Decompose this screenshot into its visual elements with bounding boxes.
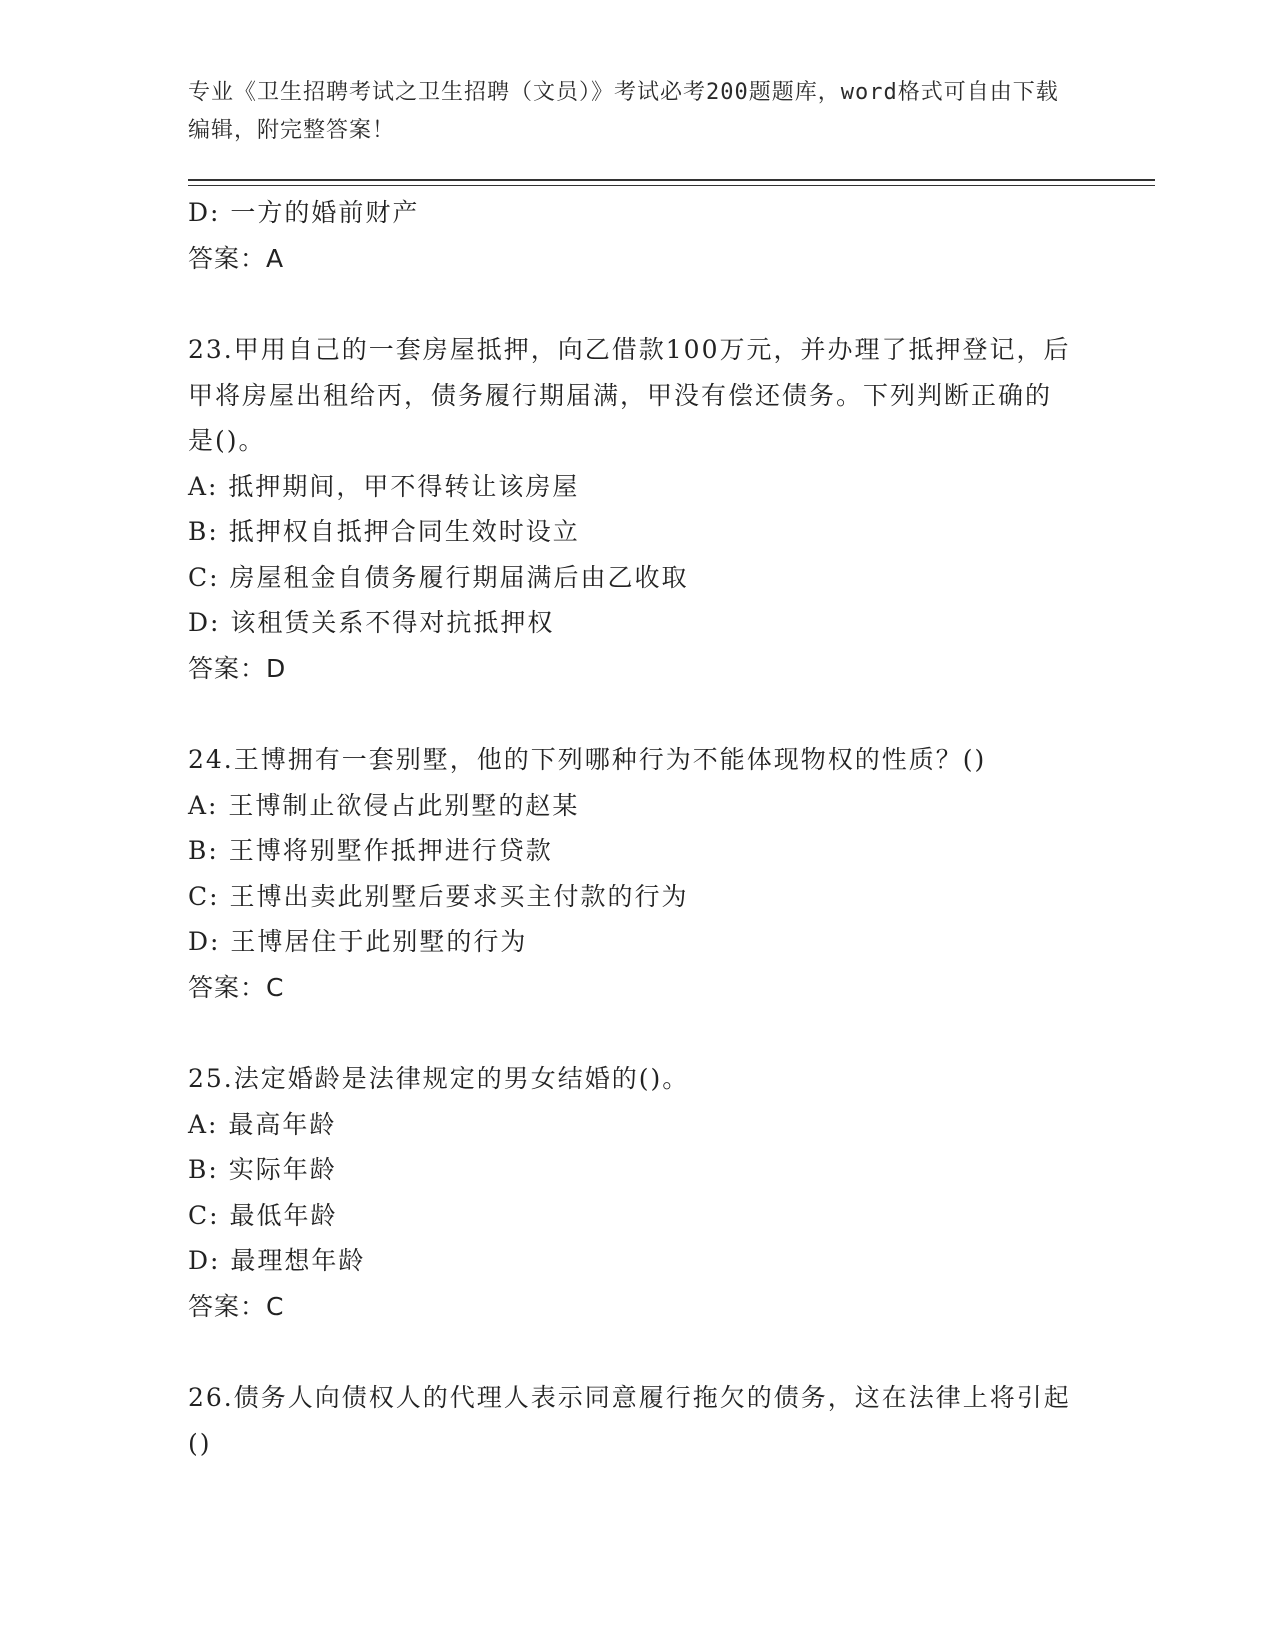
document-header: 专业《卫生招聘考试之卫生招聘（文员）》考试必考200题题库，word格式可自由下载编辑，附完整答案！	[188, 80, 1059, 143]
question-23-answer: 答案：D	[188, 653, 287, 683]
question-23-option-d: D: 该租赁关系不得对抗抵押权	[188, 608, 555, 637]
question-24-option-c: C: 王博出卖此别墅后要求买主付款的行为	[188, 881, 689, 911]
question-25-stem: 25.法定婚龄是法律规定的男女结婚的()。	[188, 1064, 690, 1093]
question-26-stem: 26.债务人向债权人的代理人表示同意履行拖欠的债务，这在法律上将引起()	[188, 1383, 1071, 1458]
spacer	[188, 281, 1088, 327]
question-25-option-c: C: 最低年龄	[188, 1200, 338, 1230]
question-24-option-d: D: 王博居住于此别墅的行为	[188, 927, 528, 956]
question-24-option-b: B: 王博将别墅作抵押进行贷款	[188, 836, 553, 865]
question-content	[188, 190, 1088, 1466]
question-25-option-b: B: 实际年龄	[188, 1155, 337, 1184]
question-25-answer: 答案：C	[188, 1291, 285, 1321]
spacer	[188, 691, 1088, 737]
question-24-answer: 答案：C	[188, 972, 285, 1002]
spacer	[188, 1329, 1088, 1375]
answer-line: 答案：A	[188, 243, 285, 273]
question-23-stem: 23.甲用自己的一套房屋抵押，向乙借款100万元，并办理了抵押登记，后甲将房屋出租给丙，债务履行期届满，甲没有偿还债务。下列判断正确的是()。	[188, 335, 1071, 455]
question-24-stem: 24.王博拥有一套别墅，他的下列哪种行为不能体现物权的性质？()	[188, 745, 987, 774]
question-25-option-a: A: 最高年龄	[188, 1109, 337, 1139]
header-divider-thin	[188, 185, 1155, 186]
option-d: D: 一方的婚前财产	[188, 198, 420, 227]
question-25-option-d: D: 最理想年龄	[188, 1246, 366, 1275]
question-24-option-a: A: 王博制止欲侵占此别墅的赵某	[188, 790, 580, 820]
header-divider-thick	[188, 179, 1155, 181]
question-23-option-b: B: 抵押权自抵押合同生效时设立	[188, 517, 580, 546]
question-23-option-a: A: 抵押期间，甲不得转让该房屋	[188, 471, 580, 501]
spacer	[188, 1010, 1088, 1056]
question-23-option-c: C: 房屋租金自债务履行期届满后由乙收取	[188, 562, 689, 592]
